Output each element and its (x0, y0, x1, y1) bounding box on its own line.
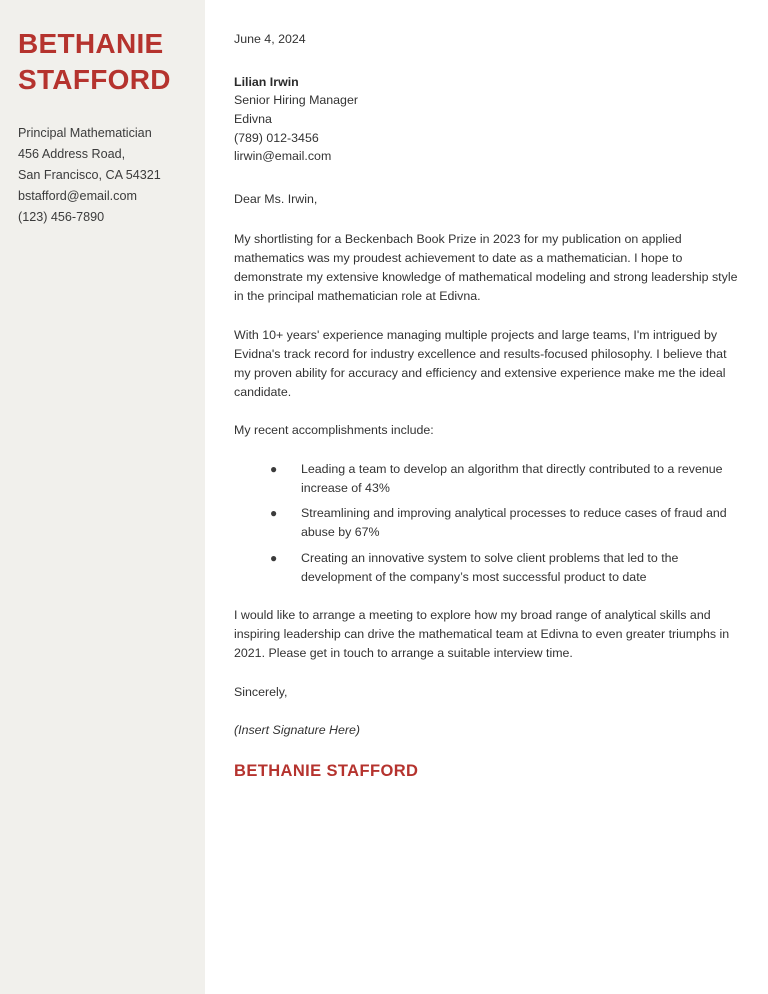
applicant-address-line-1: 456 Address Road, (18, 146, 126, 161)
bullet-icon: ● (270, 461, 278, 476)
applicant-name (18, 26, 187, 97)
letter-date: June 4, 2024 (234, 32, 306, 46)
signature-placeholder: (Insert Signature Here) (234, 722, 361, 737)
applicant-email: bstafford@email.com (18, 188, 137, 203)
accomplishments-list (234, 460, 738, 587)
letter-body (205, 0, 768, 994)
applicant-address-line-2: San Francisco, CA 54321 (18, 167, 161, 182)
sidebar (0, 0, 205, 994)
recipient-name: Lilian Irwin (234, 74, 299, 89)
list-item-text: Creating an innovative system to solve client problems that led to the development of the company’s most successful product to date (301, 550, 679, 584)
list-item (270, 460, 738, 498)
recipient-phone: (789) 012-3456 (234, 130, 319, 145)
signature-name: BETHANIE STAFFORD (234, 762, 419, 781)
applicant-contact-block (18, 123, 187, 227)
recipient-title: Senior Hiring Manager (234, 93, 358, 108)
recipient-block (234, 73, 738, 166)
salutation: Dear Ms. Irwin, (234, 191, 318, 206)
recipient-company: Edivna (234, 112, 272, 127)
list-item (270, 504, 738, 542)
letter-paragraph-3: My recent accomplishments include: (234, 423, 434, 438)
applicant-job-title: Principal Mathematician (18, 126, 152, 141)
bullet-icon: ● (270, 550, 278, 565)
letter-paragraph-1: My shortlisting for a Beckenbach Book Prize in 2023 for my publication on applied mathematics was my proudest achievement to date as a mathematician. I hope to demonstrate my extensive knowledge of mathematical modeling and strong leadership style in the principal mathematician role at Edivna. (234, 231, 738, 304)
applicant-name-line-1: BETHANIE (18, 28, 164, 59)
list-item-text: Leading a team to develop an algorithm that directly contributed to a revenue increase of 43% (301, 461, 723, 495)
letter-paragraph-2: With 10+ years' experience managing multiple projects and large teams, I'm intrigued by Evidna's track record for industry excellence and results-focused philosophy. I believe that my proven ability for accuracy and efficiency and extensive experience make me the ideal candidate. (234, 327, 727, 400)
list-item-text: Streamlining and improving analytical processes to reduce cases of fraud and abuse by 67% (301, 506, 727, 540)
applicant-name-line-2: STAFFORD (18, 63, 171, 95)
applicant-phone: (123) 456-7890 (18, 209, 105, 224)
recipient-email: lirwin@email.com (234, 149, 332, 164)
bullet-icon: ● (270, 506, 278, 521)
list-item (270, 549, 738, 587)
sign-off: Sincerely, (234, 684, 288, 699)
closing-paragraph: I would like to arrange a meeting to explore how my broad range of analytical skills and inspiring leadership can drive the mathematical team at Edivna to even greater triumphs in 2021. Please get in touch to arrange a suitable interview time. (234, 608, 730, 661)
